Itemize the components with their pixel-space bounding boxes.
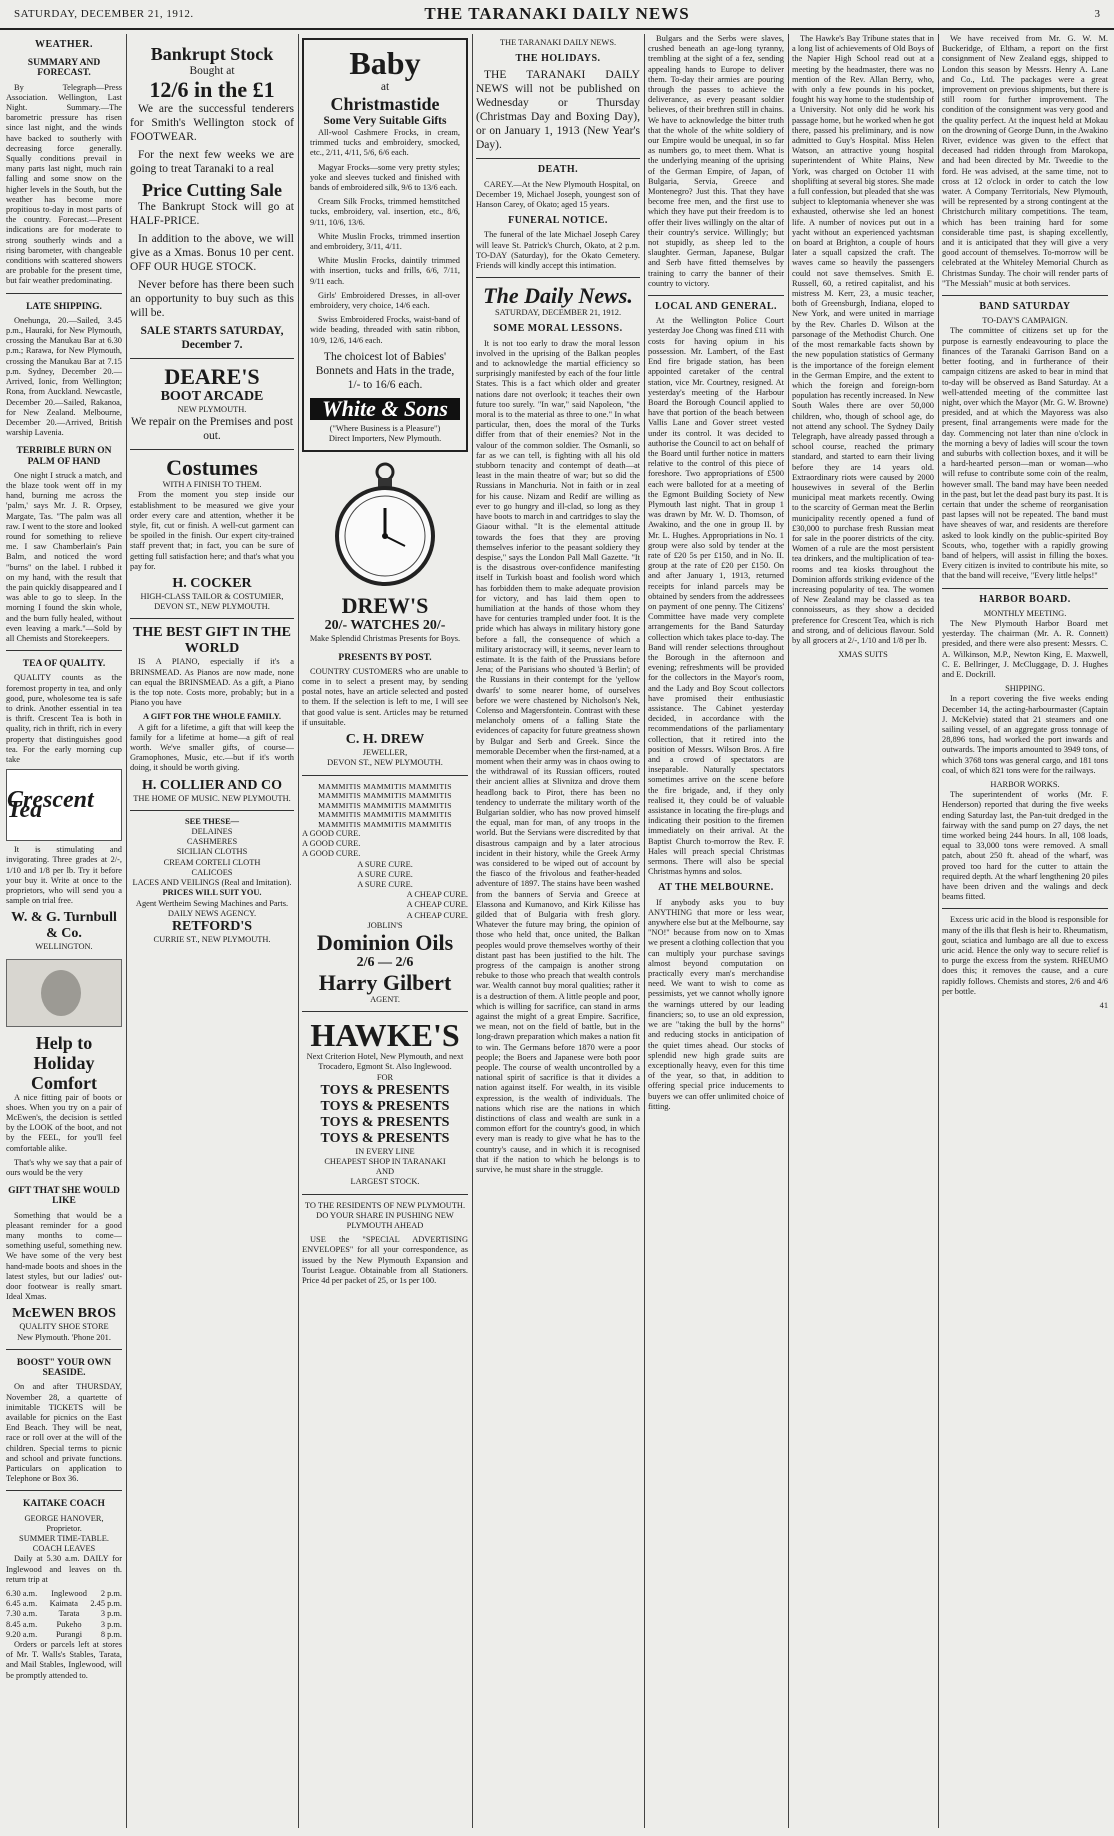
hawkes-heading: HAWKE'S — [310, 1017, 460, 1054]
turnbull-city: WELLINGTON. — [35, 942, 93, 952]
gift-family: A GIFT FOR THE WHOLE FAMILY. — [143, 712, 281, 722]
list-item: CREAM CORTELI CLOTH — [163, 857, 261, 867]
pocket-watch-icon — [330, 458, 440, 588]
choicest-text: The choicest lot of Babies' Bonnets and Hats in the trade, 1/- to 16/6 each. — [315, 350, 455, 391]
every-line: IN EVERY LINE — [355, 1146, 415, 1156]
christmastide: Christmastide — [330, 94, 440, 114]
opportunity-text: Never before has there been such an opportunity to buy such as this will be. — [130, 279, 294, 319]
largest-stock: LARGEST STOCK. — [350, 1177, 420, 1187]
melbourne-text: If anybody asks you to buy ANYTHING that more or less wear, anywhere else but at the Melbourne, say "NO!" because from now on to Xmas we present a clothing collection that you can multiply your purchase savings almost beyond computation on practically every man's merchandise need. We want to wish to come as pessimists, yet we cannot wholly ignore the warnings uttered by our leading financiers; so, to use an old expression, we are "taking the bull by the horns" and reducing stocks in anticipation of the quiet times ahead. Our stocks of splendid new high grade suits are exceptionally heavy, even for this time of the year, so that, in addition to offering special price inducements to buyers we can offer unlimited choice of fitting. — [648, 897, 784, 1111]
column-1 — [6, 34, 122, 1828]
baby-items-list — [310, 128, 460, 346]
mcewen-sub: QUALITY SHOE STORE — [19, 1322, 109, 1332]
band-sub: TO-DAY'S CAMPAIGN. — [982, 316, 1068, 326]
column-rule — [298, 34, 299, 1828]
weather-heading: WEATHER. — [35, 39, 93, 50]
toys-presents: TOYS & PRESENTS — [320, 1098, 450, 1114]
local-heading: LOCAL AND GENERAL. — [654, 301, 778, 313]
daily-news-title: The Daily News. — [483, 283, 633, 309]
mammitis-row: MAMMITIS MAMMITIS MAMMITIS — [318, 819, 452, 829]
drews-heading: DREW'S — [341, 593, 429, 619]
hawkes-and: AND — [375, 1167, 395, 1177]
mammitis-row: MAMMITIS MAMMITIS MAMMITIS — [318, 781, 452, 791]
sure-cure: A SURE CURE. — [357, 869, 413, 879]
death-heading: DEATH. — [537, 164, 579, 176]
coach-footer: Orders or parcels left at stores of Mr. T. Walls's Stables, Tarata, and Mail Stables, Inglewood, will be promptly attended to. — [6, 1639, 122, 1680]
timetable-cell: 3 p.m. — [100, 1609, 122, 1619]
list-item: Girls' Embroidered Dresses, in all-over embroidery, very choice, 14/6 each. — [310, 290, 460, 311]
good-cure: A GOOD CURE. — [302, 849, 361, 859]
xmas-bonus-text: In addition to the above, we will give as a Xmas. Bonus 10 per cent. OFF OUR HUGE STOCK. — [130, 233, 294, 273]
lessons-heading: SOME MORAL LESSONS. — [493, 323, 623, 335]
best-gift-heading: THE BEST GIFT IN THE WORLD — [133, 625, 291, 657]
toys-presents: TOYS & PRESENTS — [320, 1114, 450, 1130]
collier-name: H. COLLIER AND CO — [141, 777, 283, 793]
masthead-date: SATURDAY, DECEMBER 21, 1912. — [14, 8, 194, 20]
white-sons-logo: White & Sons — [310, 398, 460, 420]
summary-text: By Telegraph—Press Association. Wellington, Last Night. Summary.—The barometric pressure has risen since last night, and the winds have backed to southerly with decreasing force generally. Squally conditions prevail in many parts last night, much rain falling and some snow on the higher levels in the South, but the weather has become more propitious to-day in most parts of the country. Forecast.—Present indications are for moderate to strong southerly winds and a rising barometer, with changeable conditions with scattered showers are probable for the present time, but fair weather predominating. — [6, 82, 122, 286]
shipping-sub: SHIPPING. — [1005, 684, 1045, 694]
timetable-cell: Kaimata — [49, 1599, 78, 1609]
drews-price: 20/- WATCHES 20/- — [324, 618, 446, 634]
residents-text: TO THE RESIDENTS OF NEW PLYMOUTH. DO YOUR SHARE IN PUSHING NEW PLYMOUTH AHEAD — [304, 1200, 466, 1231]
collier-sub: THE HOME OF MUSIC. NEW PLYMOUTH. — [133, 793, 291, 803]
agent-text: Agent Wertheim Sewing Machines and Parts. — [135, 898, 289, 908]
balkan-text: Bulgars and the Serbs were slaves, crushed beneath an age-long tyranny, trembling at the sight of a fez, sending appealing hands to Europe to deliver them. To-day their armies are pouring through the passes to achieve the deliverance, as every peasant soldier believes, of their brethren still in chains. We have to acknowledge the bitter truth that the whole of the white soldiery of our Empire would be unequal, in so far as numbers go, to meet them. What is the underlying meaning of the uprising of the German Empire, of Japan, of Bulgaria, Servia, Greece and Montenegro? Just this. That they have become free men, and the first use to which they have put their freedom is to offer their lives willingly on the altar of their country's service. Willingly; but not stupidly, as sheep led to the slaughter. German, Japanese, Bulgar and Serb have fitted themselves by training to carry the banner of their country to victory. — [648, 34, 784, 288]
masthead — [0, 0, 1114, 30]
palm-text: One night I struck a match, and the blaze took went off in my hand, burning me across the 'palm,' says Mr. J. R. Orpsey, Margate, Tas. "The palm was all raw. I went to the store and looked round for something to relieve me. I saw Chamberlain's Pain Balm, and noticed the word "burns" on the label. I rubbed it on my hand, with the result that the pain quickly disappeared and I was able to go to sleep. In the morning I found the skin whole, and the burn fully healed, without even leaving a mark."—Sold by all Chemists and Storekeepers. — [6, 470, 122, 643]
deare-town: NEW PLYMOUTH. — [177, 405, 247, 414]
uric-acid-text: Excess uric acid in the blood is responsible for many of the ills that flesh is heir to. Rheumatism, gout, sciatica and lumbago are all due to excess uric acid. Hence the only way to secure relief is to purge the excess from the system. RHEUMO does this; it removes the cause, and a cure rapidly follows. Chemists and stores, 2/6 and 4/6 per bottle. — [942, 915, 1108, 996]
tea-text: QUALITY counts as the foremost property in tea, and only good, pure, wholesome tea is safe to drink. Another essential in tea is thrift. Crescent Tea is both in quality, rich in thrift, rich in every property that distinguishes good tea. For the early morning cup take — [6, 673, 122, 764]
list-item: CASHMERES — [186, 837, 238, 847]
piano-text: IS A PIANO, especially if it's a BRINSMEAD. As Pianos are now made, none can equal the BRINSMEAD. As a gift, a Piano is the top note. Costs more, probably; but in a Piano you have — [130, 657, 294, 708]
funeral-heading: FUNERAL NOTICE. — [508, 215, 608, 227]
melbourne-heading: AT THE MELBOURNE. — [658, 882, 774, 894]
timetable-cell: Inglewood — [51, 1588, 87, 1598]
harbour-text: The New Plymouth Harbor Board met yesterday. The chairman (Mr. A. R. Connett) presided, and there were also present: Messrs. C. A. Wilkinson, M.P., Newton King, E. Maxwell, C. E. Bellringer, J. McCluggage, D. J. Hughes and E. Dockrill. — [942, 618, 1108, 679]
timetable-cell: 2 p.m. — [100, 1588, 122, 1598]
timetable-cell: Tarata — [58, 1609, 80, 1619]
half-price-text: The Bankrupt Stock will go at HALF-PRICE. — [130, 201, 294, 227]
joblins: JOBLIN'S — [367, 920, 403, 930]
baby-heading: Baby — [349, 45, 421, 81]
death-text: CAREY.—At the New Plymouth Hospital, on December 19, Michael Joseph, youngest son of Hanson Carey, of Okato; aged 15 years. — [476, 179, 640, 210]
harry-gilbert: Harry Gilbert — [318, 970, 452, 996]
see-items-list — [130, 827, 294, 888]
lifetime-text: A gift for a lifetime, a gift that will keep the family for a lifetime at home—a gift of real worth. We've smaller gifts, of course—Gramophones, Music, etc.—but if it's worth doing, it should be worth giving. — [130, 722, 294, 773]
coast-text: On and after THURSDAY, November 28, a quartette of inimitable TICKETS will be available for picnics on the East End Beach. They will be neat, race or roll over at the will of the children. Special terms to picnic and school and private functions. Particulars on application to Telephone or Box 36. — [6, 1382, 122, 1484]
timetable-row — [6, 1620, 122, 1630]
page-number: 3 — [1094, 8, 1100, 20]
cheap-cure: A CHEAP CURE. — [406, 900, 468, 910]
list-item: LACES AND VEILINGS (Real and Imitation). — [132, 878, 292, 888]
column-4 — [476, 34, 640, 1828]
costumes-heading: Costumes — [166, 455, 258, 481]
xmas-suits: XMAS SUITS — [838, 650, 888, 660]
timetable-cell: 3 p.m. — [100, 1619, 122, 1629]
post-heading: PRESENTS BY POST. — [338, 652, 432, 663]
toys-presents: TOYS & PRESENTS — [320, 1130, 450, 1146]
coast-heading: BOOST" YOUR OWN SEASIDE. — [16, 1357, 112, 1379]
list-item: White Muslin Frocks, daintily trimmed with insertion, tucks and frills, 6/6, 7/11, 9/11 each. — [310, 256, 460, 286]
coach-heading: KAITAKE COACH — [23, 1499, 105, 1510]
hawkes-bay-text: The Hawke's Bay Tribune states that in a long list of achievements of Old Boys of the Napier High School read out at a meeting by the headmaster, there was no mention of the Rev. Allan Berry, who, with only a few pounds in his pocket, fought his way home to the studentship of a University. Not only did he work his passage home, but he worked when he got there, passed his preliminary, and is now admitted to Guy's Hospital. Miss Helen Watson, an attractive young hospital superintendent of White Plains, New York, was charged on October 11 with shoplifting at several big stores. She made a full confession, but pleaded that she was subject to kleptomania whenever she was exhausted, otherwise she led an honest life. A number of novices put out in a yacht without an experienced yachtsman on board at Brighton, a couple of hours later a squall capsized the craft. The waves came so heavily the passengers could not save themselves. Smith E. Russell, 60, a retired capitalist, and his mistress M. Kerr, 23, a music teacher, both of Greensburgh, Indiana, eloped to New York, and were united in marriage by the Rev. Charles D. Wilson at the parsonage of the Methodist Church. One of the most remarkable facts shown by the new population statistics of Germany is the importance of the foreign element in the German Empire, and the extent to which the foreign and foreign-born population has recently increased. In New South Wales there are over 50,000 children, who, though of school age, do not attend any school. The Sydney Daily Telegraph, have already passed through a school course, reached the primary standard, and started to earn their living before they are 14 years old. Extraordinary riots were caused by 2000 housewives in several of the Berlin municipal meat markets recently. Owing to the scarcity of German meat the Berlin municipality recently opened a fund of £30,000 to purchase fresh Russian meat for sale in the poorer districts of the city. Women of a rule are the most persistent tea drinkers, and the multiplication of tea-rooms and tea kiosks throughout the Dominion affords striking evidence of the increasing popularity of tea. The women of New Zealand may be classed as tea connoisseurs, as they show a decided preference for Crescent Tea, which is rich and strong, and of delicious flavour. Sold by all grocers at 2/-, 1/10 and 1/8 per lb. — [792, 34, 934, 645]
baby-ad — [302, 38, 468, 452]
harbour-heading: HARBOR BOARD. — [979, 593, 1071, 605]
shipping-text: Onehunga, 20.—Sailed, 3.45 p.m., Hauraki, for New Plymouth, crossing the Manukau Bar at 6.30 p.m.; Rarawa, for New Plymouth, crossing the Manukau Bar at 7.15 p.m. Sydney, December 20.—Arrived, Ionic, from Wellington; Rona, from Auckland. Newcastle, December 20.—Sailed, Rakanoa, for New Zealand. Melbourne, December 20.—Arrived, British warship Lavenia. — [6, 315, 122, 438]
sure-cure: A SURE CURE. — [357, 880, 413, 890]
band-heading: BAND SATURDAY — [979, 301, 1071, 313]
bankrupt-text: We are the successful tenderers for Smith's Wellington stock of FOOTWEAR. — [130, 103, 294, 143]
column-3 — [302, 34, 468, 1828]
column-rule — [644, 34, 645, 1828]
tea-heading: TEA OF QUALITY. — [22, 659, 106, 670]
works-text: The superintendent of works (Mr. F. Henderson) reported that during the five weeks ending Saturday last, the Pan-tuit dredged in the fairway with the sand pump on 27 days, the net time worked being 244 hours. In all, 108 loads, equal to 33,000 tons were removed. A small patch, about 250 ft. ahead of the wharf, was proved too hard for the cutter to attain the required depth. At the wharf lengthening 20 piles have been driven and the walings and deck beams fitted. — [942, 790, 1108, 902]
list-item: Swiss Embroidered Frocks, waist-band of wide beading, threaded with satin ribbon, 10/9, 12/6, 14/6 each. — [310, 315, 460, 345]
column-rule — [938, 34, 939, 1828]
bankrupt-price: 12/6 in the £1 — [149, 77, 275, 102]
summary-heading: SUMMARY AND FORECAST. — [27, 58, 101, 79]
help-text: A nice fitting pair of boots or shoes. When you try on a pair of McEwen's, the decision is settled by the LOOK of the boot, and not by the FEEL, for you'll feel comfortable alike. — [6, 1092, 122, 1153]
list-item: SICILIAN CLOTHS — [176, 847, 248, 857]
holidays-heading: THE HOLIDAYS. — [515, 53, 601, 65]
list-item: Cream Silk Frocks, trimmed hemstitched tucks, embroidery, val. insertion, etc., 8/6, 9/11, 10/6, 13/6. — [310, 197, 460, 227]
column-5 — [648, 34, 784, 1828]
baby-at: at — [380, 81, 390, 93]
sure-cure: A SURE CURE. — [357, 859, 413, 869]
timetable-row — [6, 1630, 122, 1640]
list-item: White Muslin Frocks, trimmed insertion and embroidery, 3/11, 4/11. — [310, 231, 460, 252]
coach-text: Daily at 5.30 a.m. DAILY for Inglewood and leaves on th. return trip at — [6, 1554, 122, 1584]
deare-sub: BOOT ARCADE — [160, 389, 264, 404]
drew-name: C. H. DREW — [345, 732, 425, 748]
timetable-cell: Purangi — [55, 1629, 83, 1639]
next-weeks-text: For the next few weeks we are going to treat Taranaki to a real — [130, 149, 294, 175]
daily-news-date: SATURDAY, DECEMBER 21, 1912. — [494, 308, 622, 318]
timetable-cell: 8 p.m. — [100, 1629, 122, 1639]
lessons-text: It is not too early to draw the moral lesson involved in the uprising of the Balkan peoples and to acknowledge the martial efficiency so surprisingly manifested by each of the four little States. This is a fact which older and greater nations dare not overlook; it teaches their own future too surely. "In war," said Napoleon, "the moral is to the material as three to one." In what particular, then, does the moral of the Turks differ from that of their enemies? Not in the valour of the common soldier. The Osmanli, so far as we can tell, is fighting with all his old stubborn tenacity and contempt of death—at least in the main theatre of war; but so did the Russians in Manchuria. Not in faith or in zeal for his cause. Nizam and Redif are willing as ever to go hungry and ill-clad, so long as they have boots to march in and cartridges to slay the Giaour withal. "It is the elemental attitude towards the foes that they are proving themselves inferior to the peasant soldiery they despise," says the London Pall Mall Gazette. "It is the disastrous over-confidence manifesting itself in Turkish boast and foolish word which has forbidden them to make adequate provision for victory, and has laid them open to humiliation at the hands of those whom they have for centuries trampled under foot. It is the pride which has always in military history gone before a fall, the consequence of which a military aristocracy will, it seems, never learn to estimate. It is the faith of the Prussians before Jena; of the Parisians who shouted 'à Berlin'; of the Russians in their contempt for the 'yellow dwarfs' to some nearer home, of ourselves before we were chastened by Nicholson's Nek, Colenso and Magersfontein. Contrast with these melancholy omens of a falling State the evidences of capacity for future greatness shown by Bulgar and Serb and Greek. Since the memorable December when the first-named, at a moment when their army was in chaos owing to the withdrawal of its Russian officers, routed their ancient allies at Slivnitza and drove them headlong back to Pirot, there has been no tendency to underrate the military worth of the Bulgarian soldier, who has now proved himself the equal, man for man, of any troops in the world. But the Servians were discredited by that disastrous campaign and by a later atrocious incident in their history, while the Greek Army was considered to be wiped out of account by the fiasco of the frivolous and feather-headed adventure of 1897. The stains have been washed from the banners of Servia and Greece at Elassona and Kumanovo, and Kirk Kilisse has gilded that of Bulgaria with fresh glory. Whatever the future may bring, the opinion of those who held that, once united, the Balkan peoples would prove themselves worthy of their distant past has been justified to the hilt. The progress of the campaign is another strong rebuke to those who preach that wealth controls war. Wealth cannot buy moral qualities; rather it is a destruction of them. A little people and poor, which is willing for sacrifice, can stand in arms against the might of a great Empire. Sacrifice, we mean, not on the field of battle, but in the long-drawn preparation which makes a nation fit to win. The Germans before 1870 were a poor people; the Boers and Japanese were both poor people. The course of wealth uncontrolled by a national spirit of sacrifice is that it divides a nation against itself. For wealth, in its visible expression, is the wealth of individuals. The nations which rise are the nations in which distinctions of class and wealth are sunk in a common effort for the country's good, in which every man is ready to give what he has to the country's cause, and in which it is recognised that if the nation to which he belongs is to survive, he must share in the struggle. — [476, 338, 640, 1175]
gilbert-agent: AGENT. — [370, 995, 400, 1005]
cheapest-shop: CHEAPEST SHOP IN TARANAKI — [324, 1157, 446, 1167]
dominion-price: 2/6 — 2/6 — [356, 955, 414, 971]
mammitis-row: MAMMITIS MAMMITIS MAMMITIS — [318, 800, 452, 810]
prices-suit: PRICES WILL SUIT YOU. — [162, 888, 262, 898]
column-6 — [792, 34, 934, 1828]
white-tagline: ("Where Business is a Pleasure") — [329, 424, 441, 434]
column-7 — [942, 34, 1108, 1828]
shipping-heading: LATE SHIPPING. — [26, 301, 102, 312]
cocker-name: H. COCKER — [172, 576, 252, 592]
column-rule — [126, 34, 127, 1828]
agency-text: DAILY NEWS AGENCY. — [167, 908, 257, 918]
mcewen-name: McEWEN BROS — [12, 1306, 116, 1322]
repair-text: We repair on the Premises and post out. — [131, 416, 293, 443]
coach-proprietor: GEORGE HANOVER, Proprietor. — [24, 1513, 104, 1533]
help-heading: Help to Holiday Comfort — [31, 1032, 97, 1093]
why-text: That's why we say that a pair of ours would be the very — [6, 1157, 122, 1178]
crescent-text: It is stimulating and invigorating. Three grades at 2/-, 1/10 and 1/8 per lb. Try it before your buy it. Write at once to the proprietors, who will send you a sample on trial free. — [6, 845, 122, 906]
deare-heading: DEARE'S — [164, 364, 260, 389]
timetable-row — [6, 1589, 122, 1599]
white-direct: Direct Importers, New Plymouth. — [328, 434, 442, 444]
timetable-row — [6, 1599, 122, 1609]
list-item: CALICOES — [191, 867, 233, 877]
price-cutting-heading: Price Cutting Sale — [142, 180, 282, 200]
envelopes-text: USE the "SPECIAL ADVERTISING ENVELOPES" for all your correspondence, as issued by the New Plymouth Expansion and Tourist League. Obtainable from all Stationers. Price 4d per packet of 25, or 1s per 100. — [302, 1235, 468, 1286]
cheap-cure: A CHEAP CURE. — [406, 910, 468, 920]
retford-addr: CURRIE ST., NEW PLYMOUTH. — [153, 934, 271, 944]
monthly-meeting: MONTHLY MEETING. — [983, 608, 1067, 618]
hawkes-addr: Next Criterion Hotel, New Plymouth, and next Trocadero, Egmont St. Also Inglewood. — [306, 1052, 464, 1072]
column-rule — [472, 34, 473, 1828]
bankrupt-heading: Bankrupt Stock — [150, 44, 274, 64]
coach-timetable — [6, 1589, 122, 1640]
column-rule — [788, 34, 789, 1828]
costumes-text: From the moment you step inside our establishment to be measured we give your order every care and attention, whether it be style, fit, cut or finish. A well-cut garment can be spoiled in the finish. Our expert city-trained staff prevent that; in fact, you can be sure of getting full satisfaction here; and that's what you pay for. — [130, 490, 294, 571]
post-text: COUNTRY CUSTOMERS who are unable to come in to select a present may, by sending postal notes, have an article selected and posted to them. If the selection is left to me, I will see that good value is sent. Articles may be returned if unsuitable. — [302, 666, 468, 727]
timetable-cell: 8.45 a.m. — [6, 1619, 38, 1629]
list-item: Magyar Frocks—some very pretty styles; yoke and sleeves tucked and finished with bands of embroidered silk, 9/6 to 13/6 each. — [310, 162, 460, 193]
good-cure: A GOOD CURE. — [302, 839, 361, 849]
list-item: All-wool Cashmere Frocks, in cream, trimmed tucks and embroidery, smocked, etc., 2/11, 4/11, 5/6, 6/6 each. — [310, 128, 460, 158]
toys-presents: TOYS & PRESENTS — [320, 1082, 450, 1098]
timetable-cell: 6.45 a.m. — [6, 1599, 38, 1609]
dominion-oils: Dominion Oils — [316, 930, 454, 956]
funeral-text: The funeral of the late Michael Joseph Carey will leave St. Patrick's Church, Okato, at 2 p.m. TO-DAY (Saturday), for the Okato Cemetery. Friends will kindly accept this intimation. — [476, 230, 640, 271]
daily-news-small: THE TARANAKI DAILY NEWS. — [499, 38, 617, 47]
timetable-cell: Pukeho — [56, 1619, 82, 1629]
timetable-cell: 7.30 a.m. — [6, 1609, 38, 1619]
drew-trade: JEWELLER, — [362, 748, 408, 758]
crescent-tea-logo: Crescent Tea — [6, 769, 122, 841]
see-these: SEE THESE— — [184, 816, 240, 826]
costumes-finish: WITH A FINISH TO THEM. — [162, 480, 262, 490]
harbour-shipping-text: In a report covering the five weeks ending December 14, the acting-harbourmaster (Captain J. McKelvie) stated that 21 steamers and one sailing vessel, of an aggregate gross tonnage of 28,896 tons, had worked the port inwards and outwards. The imports amounted to 3949 tons, of which 3768 tons was general cargo, and 181 tons coal, of which 821 tons were for the railways. — [942, 694, 1108, 775]
mammitis-row: MAMMITIS MAMMITIS MAMMITIS — [318, 810, 452, 819]
drew-addr: DEVON ST., NEW PLYMOUTH. — [327, 758, 443, 768]
drews-text: Make Splendid Christmas Presents for Boys. — [309, 634, 461, 644]
timetable-row — [6, 1609, 122, 1619]
cheap-cure: A CHEAP CURE. — [406, 890, 468, 900]
band-text: The committee of citizens set up for the purpose is earnestly endeavouring to place the finances of the Taranaki Garrison Band on a better footing, and in furtherance of their campaign citizens are asked to bear in mind that to-day will be observed as Band Saturday. At a well-attended meeting of the committee last night, over which the Mayor (Mr. G. W. Browne) presided, and at which the Mayoress was also present, final arrangements were made for the day. Commencing not later than nine o'clock in the morning a bevy of ladies will scour the town and suburbs with collection boxes, and it will be a hard-hearted person—man or woman—who will refuse to contribute some coin of the realm, however small. The band may have been needed in the past, but let the dead past bury its past. It is certain that under the scheme of reorganisation past lapses will not be repeated. The band must have sheaves of war, and residents are therefore asked to look kindly on the public-spirited Boy Scouts, who, together with a rapidly growing band of helpers, will assist in filling the boxes. Every citizen is invited to contribute his mite, so that the band will receive, "Every little helps!" — [942, 326, 1108, 581]
gift-heading: GIFT THAT SHE WOULD LIKE — [8, 1186, 120, 1207]
masthead-title: THE TARANAKI DAILY NEWS — [424, 4, 690, 23]
good-cure: A GOOD CURE. — [302, 829, 361, 838]
local-text: At the Wellington Police Court yesterday Joe Chong was fined £11 with costs for having opium in his possession. Mr. Lambert, of the East End fire brigade station, has been appointed caretaker of the central station, vice Mr. Courtney, resigned. At yesterday's meeting of the Harbour Board the Borough Council applied to have that portion of the beach between Vallis Lane and Gover street vested under its control. It was decided to authorise the Council to act on behalf of the Board until further notice in matters relative to the control of this piece of foreshore. Two appropriations of £500 each were balloted for at a meeting of the Egmont Building Society of New Plymouth last night. That in group 1 was drawn by Mr. W. D. Thomson, of Awakino, and the one in group II. by Mr. L. Hughes. Appropriations in No. 1 group were also sold by tender at the rate of £20 5s per £150, and in No. II. group at the rate of £20 per £150. On and after January 1, 1913, returned receipts for inland parcels may be obtained by senders from the addressees on payment of one penny. The Citizens' Committee have made very complete arrangements for the Band Saturday collection which takes place to-day. The Band will render selections throughout the Borough in the afternoon and evening; refreshments will be provided for the collectors in the Mayor's room, and the Lady and Boy Scout collectors have promised their enthusiastic assistance. The Cabinet yesterday decided, in accordance with the recommendations of the parliamentary collection, that it retired into the position of Messrs. Wilson Bros. A fire and a crowd of spectators are inseparable. Naturally spectators sometimes arrive on the scene before the fire brigade, and, if they only realised it, they could be of valuable assistance in locating the fire-plugs and indicating their position to the firemen immediately on their arrival. At the Baptist Church to-morrow the Rev. F. Hales will preach special Christmas sermons. There will also be special Christmas hymns and solos. — [648, 316, 784, 877]
turnbull-name: W. & G. Turnbull & Co. — [11, 910, 117, 942]
eggs-text: We have received from Mr. G. W. M. Buckeridge, of Eltham, a report on the first consignment of New Zealand eggs, shipped to London this season by Messrs. Henry A. Lane and Co., Ltd. The packages were a great improvement on previous shipments, but there is still room for further improvement. The condition of the consignment was very good and the quality perfect. At the inquest held at Mokau on the drowning of George Dunn, in the Awakino River, evidence was given to the effect that deceased had ridden through from Marokopa, and had been directed by Mr. Tweedie to the ford. He was advised, at the same time, not to cross at 12 o'clock in order to catch the low water. A Company Territorials, New Plymouth, will be represented by a strong contingent at the Christchurch military competitions. The team, which has been training hard for some considerable time past, is shaping excellently, and it is anticipated that they will give a very good account of themselves. To-morrow will be celebrated at the Whiteley Memorial Church as Christmas Sunday. The choir will render parts of "The Messiah" music at both services. — [942, 34, 1108, 288]
column-2 — [130, 34, 294, 1828]
cocker-sub: HIGH-CLASS TAILOR & COSTUMIER, DEVON ST., NEW PLYMOUTH. — [140, 592, 284, 612]
mcewen-addr: New Plymouth. 'Phone 201. — [17, 1332, 111, 1342]
bought-at: Bought at — [189, 65, 235, 77]
list-item: DELAINES — [191, 827, 233, 837]
gift-text: Something that would be a pleasant reminder for a good many months to come—something useful, something new. We have some of the very best hand-made boots and shoes in the latest styles, but our ladies' out-door footwear is really smart. Ideal Xmas. — [6, 1210, 122, 1302]
shoe-illustration — [6, 959, 122, 1027]
retford-name: RETFORD'S — [171, 918, 253, 934]
coach-summer: SUMMER TIME-TABLE. — [19, 1533, 109, 1543]
hawkes-for: FOR — [376, 1072, 394, 1082]
mammitis-row: MAMMITIS MAMMITIS MAMMITIS — [318, 791, 452, 800]
column-folio: 41 — [1099, 1001, 1108, 1011]
sale-starts: SALE STARTS SATURDAY, December 7. — [140, 325, 284, 351]
holidays-text: THE TARANAKI DAILY NEWS will not be published on Wednesday or Thursday (Christmas Day and Boxing Day), or on January 1, 1913 (New Year's Day). — [476, 69, 640, 152]
coach-leaves: COACH LEAVES — [32, 1544, 96, 1554]
suitable-gifts: Some Very Suitable Gifts — [323, 115, 447, 127]
works-sub: HARBOR WORKS. — [990, 780, 1060, 790]
timetable-cell: 9.20 a.m. — [6, 1629, 38, 1639]
timetable-cell: 2.45 p.m. — [90, 1599, 122, 1609]
palm-heading: TERRIBLE BURN ON PALM OF HAND — [16, 446, 112, 467]
timetable-cell: 6.30 a.m. — [6, 1588, 38, 1598]
